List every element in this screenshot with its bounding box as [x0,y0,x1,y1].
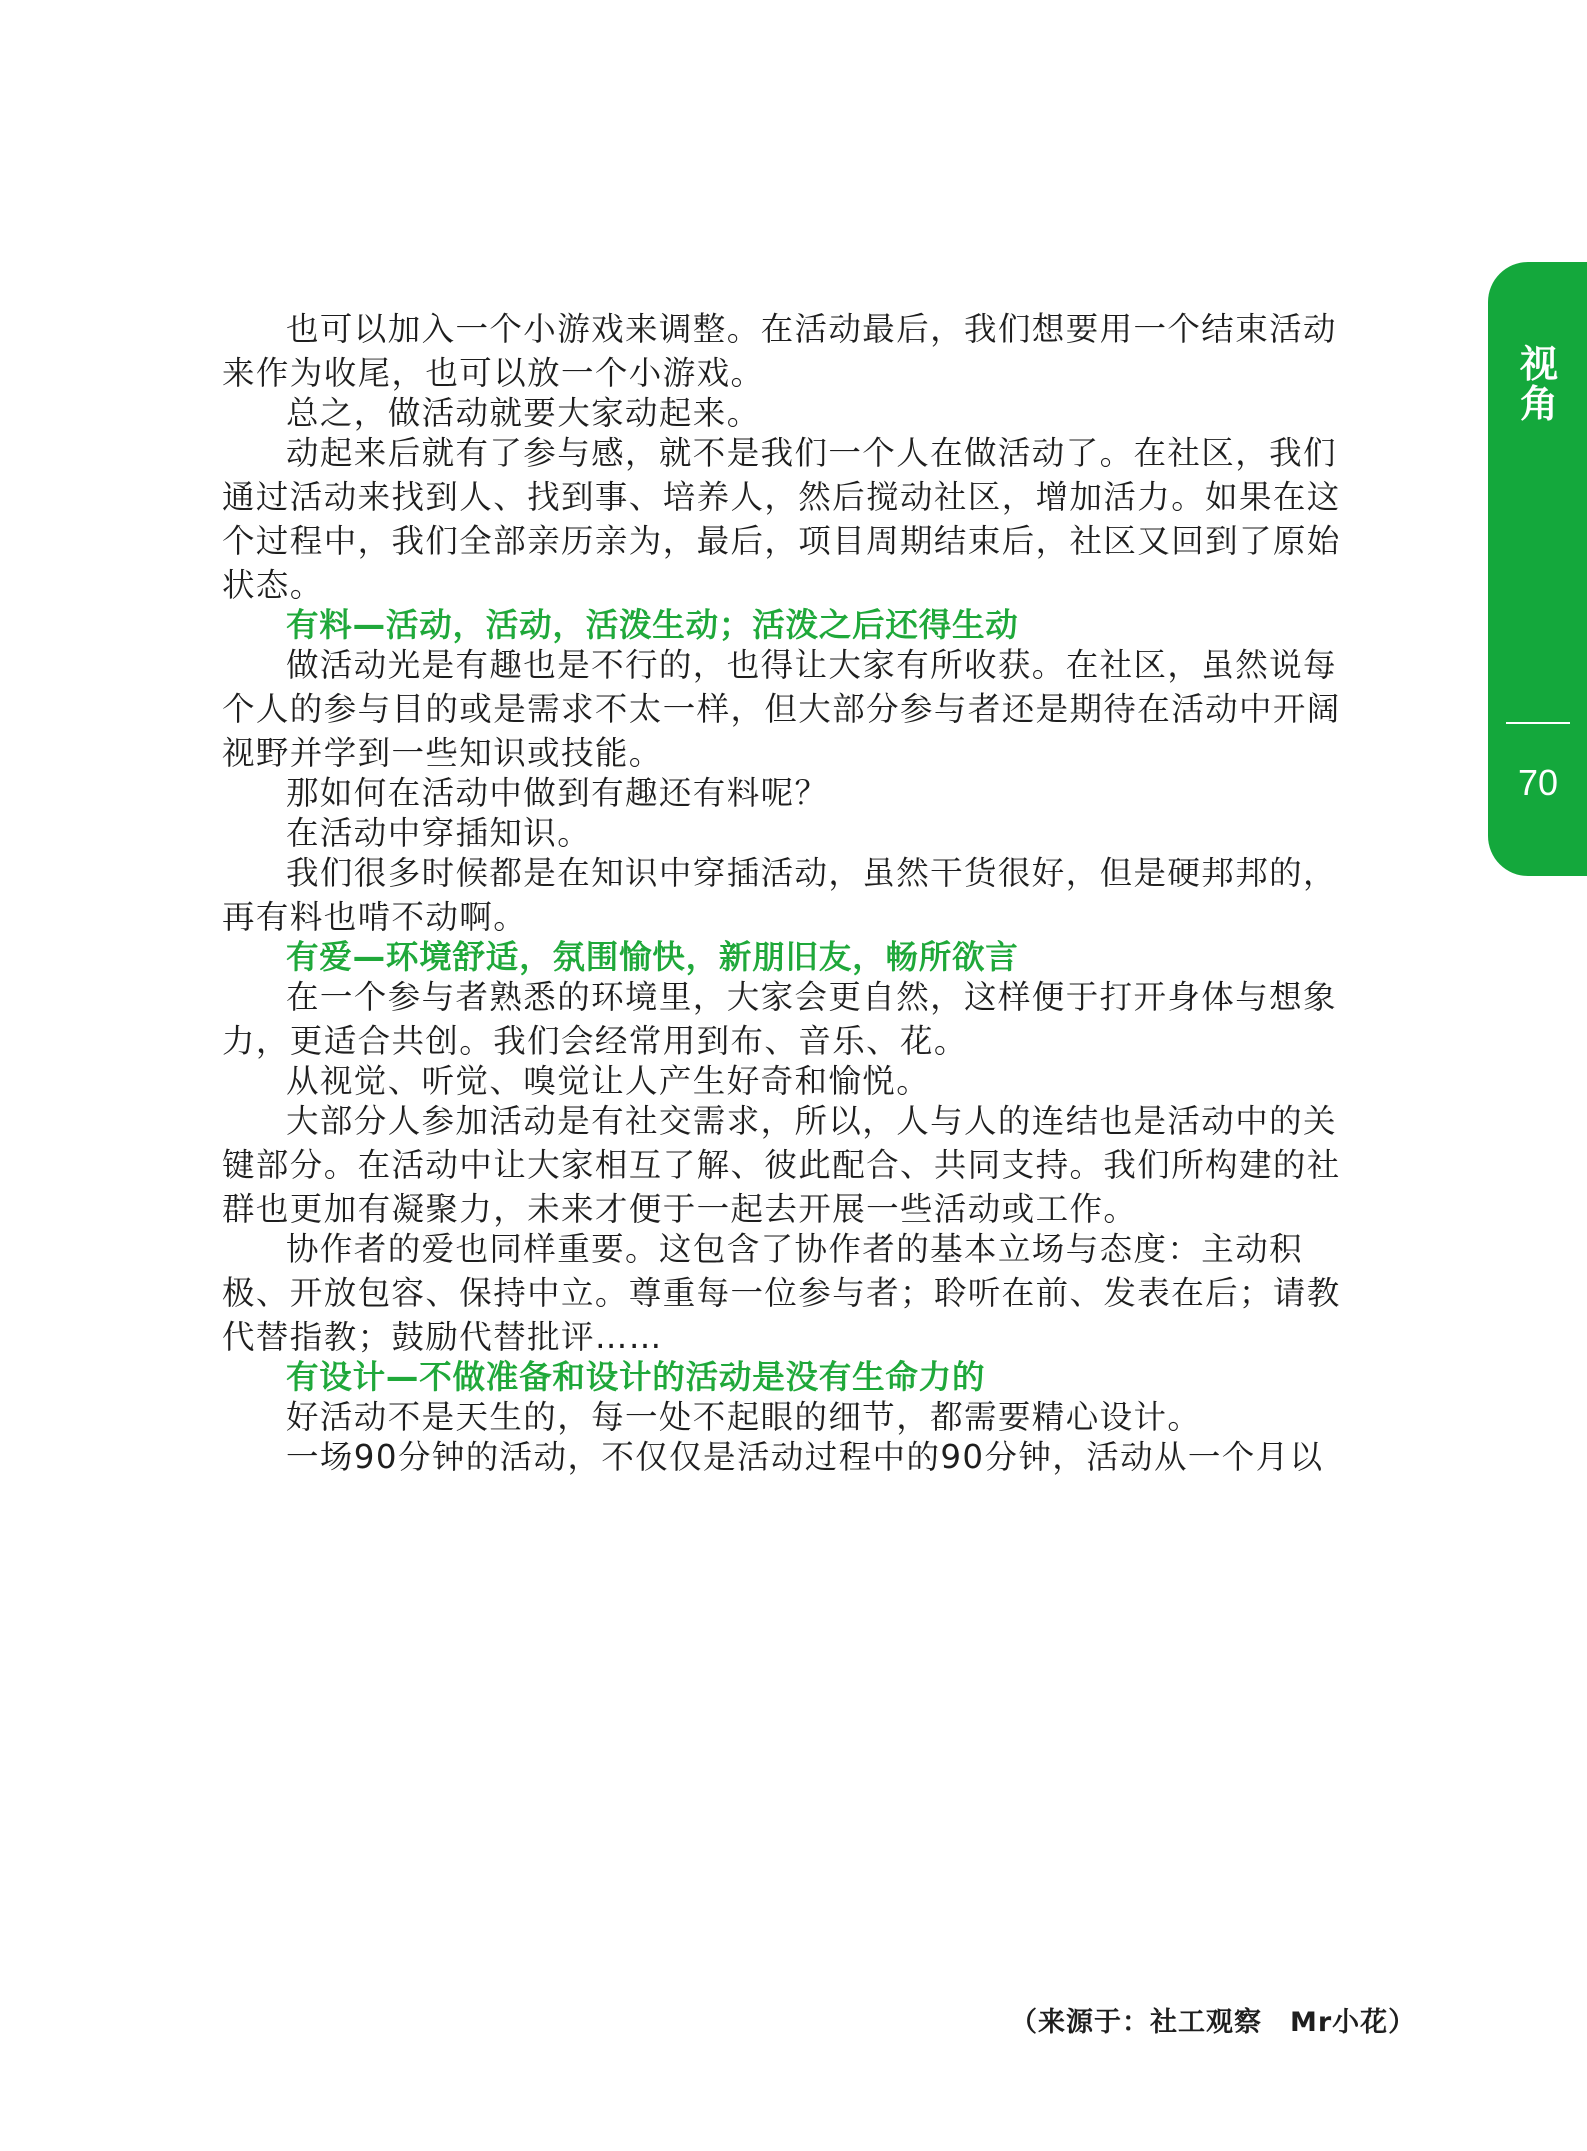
paragraph-line: 协作者的爱也同样重要。这包含了协作者的基本立场与态度：主动积 [286,1230,1304,1268]
section-tab [1488,262,1587,876]
paragraph-line: 力，更适合共创。我们会经常用到布、音乐、花。 [222,1022,968,1060]
paragraph-line: 个人的参与目的或是需求不太一样，但大部分参与者还是期待在活动中开阔 [222,690,1341,728]
page-number: 70 [1517,762,1559,803]
paragraph-line: 动起来后就有了参与感，就不是我们一个人在做活动了。在社区，我们 [286,434,1337,472]
paragraph-line: 群也更加有凝聚力，未来才便于一起去开展一些活动或工作。 [222,1190,1138,1228]
paragraph-line: 我们很多时候都是在知识中穿插活动，虽然干货很好，但是硬邦邦的， [286,854,1337,892]
section-tab-divider [1506,722,1570,724]
paragraph-line: 也可以加入一个小游戏来调整。在活动最后，我们想要用一个结束活动 [286,310,1337,348]
paragraph-line: 从视觉、听觉、嗅觉让人产生好奇和愉悦。 [286,1062,931,1100]
paragraph-line: 极、开放包容、保持中立。尊重每一位参与者；聆听在前、发表在后；请教 [222,1274,1341,1312]
paragraph-line: 在活动中穿插知识。 [286,814,592,852]
paragraph-line: 通过活动来找到人、找到事、培养人，然后搅动社区，增加活力。如果在这 [222,478,1341,516]
paragraph-line: 代替指教；鼓励代替批评…… [222,1318,663,1356]
paragraph-line: 视野并学到一些知识或技能。 [222,734,663,772]
paragraph-line: 在一个参与者熟悉的环境里，大家会更自然，这样便于打开身体与想象 [286,978,1337,1016]
paragraph-line: 状态。 [222,566,324,604]
section-heading-design: 有设计—不做准备和设计的活动是没有生命力的 [286,1358,986,1396]
paragraph-line: 再有料也啃不动啊。 [222,898,528,936]
section-heading-fun: 有料—活动，活动，活泼生动；活泼之后还得生动 [286,606,1019,644]
paragraph-line: 一场90分钟的活动，不仅仅是活动过程中的90分钟，活动从一个月以 [286,1438,1324,1476]
paragraph-line: 来作为收尾，也可以放一个小游戏。 [222,354,765,392]
source-credit: （来源于：社工观察 Mr小花） [1010,2007,1417,2038]
paragraph-line: 那如何在活动中做到有趣还有料呢？ [286,774,829,812]
paragraph-line: 总之，做活动就要大家动起来。 [286,394,761,432]
paragraph-line: 个过程中，我们全部亲历亲为，最后，项目周期结束后，社区又回到了原始 [222,522,1341,560]
section-tab-title: 视 角 [1519,342,1558,426]
paragraph-line: 键部分。在活动中让大家相互了解、彼此配合、共同支持。我们所构建的社 [222,1146,1341,1184]
paragraph-line: 大部分人参加活动是有社交需求，所以，人与人的连结也是活动中的关 [286,1102,1337,1140]
section-heading-love: 有爱—环境舒适，氛围愉快，新朋旧友，畅所欲言 [286,938,1019,976]
paragraph-line: 好活动不是天生的，每一处不起眼的细节，都需要精心设计。 [286,1398,1202,1436]
paragraph-line: 做活动光是有趣也是不行的，也得让大家有所收获。在社区，虽然说每 [286,646,1337,684]
